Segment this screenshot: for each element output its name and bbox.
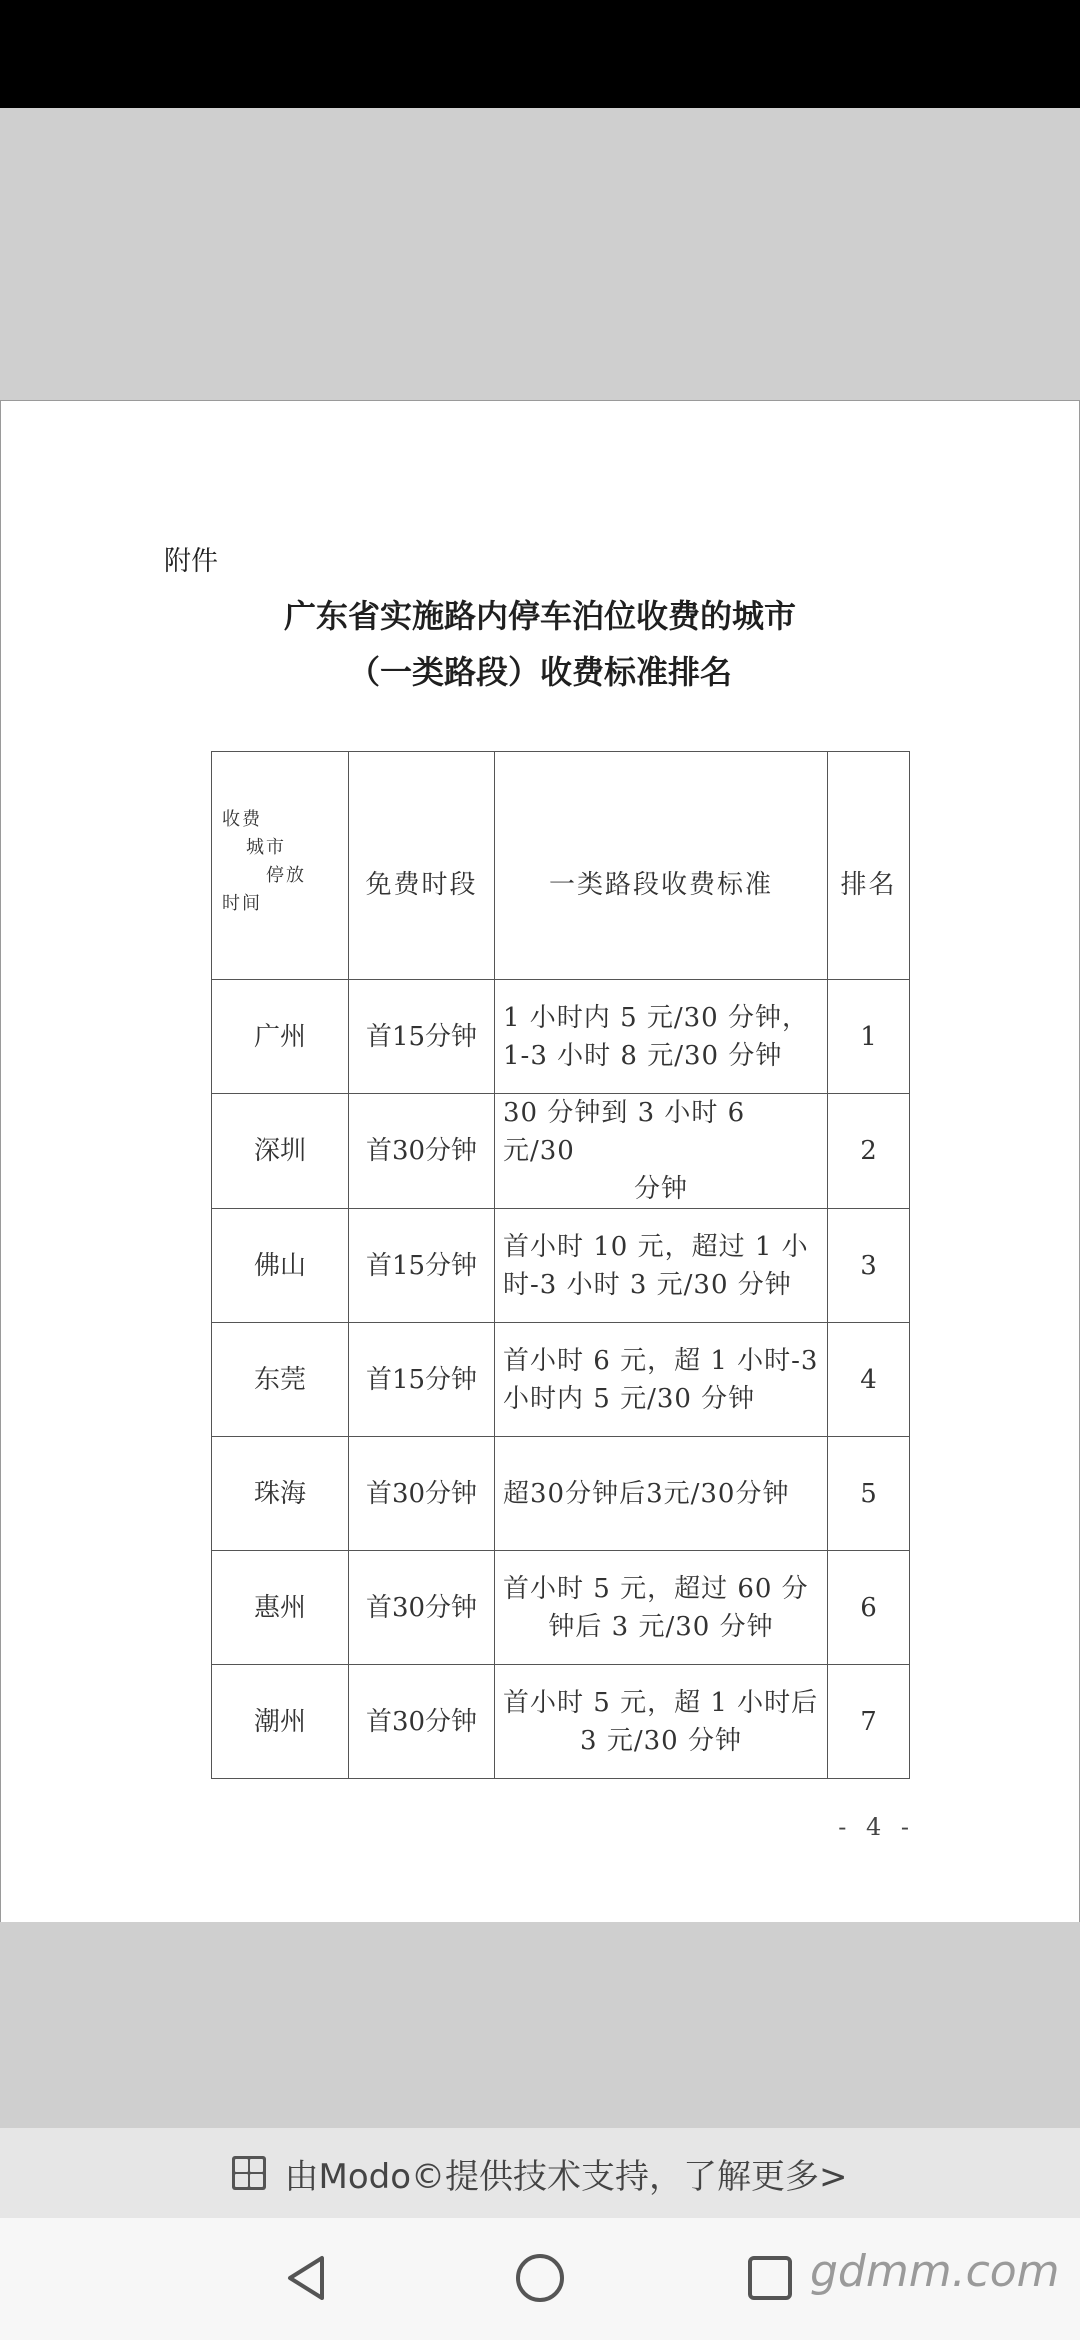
table-row [212,1551,910,1665]
table-row [212,1323,910,1437]
status-bar [0,0,1080,108]
fee-standard-cell: 1 小时内 5 元/30 分钟， 1-3 小时 8 元/30 分钟 [495,980,828,1094]
fee-standard-cell: 首小时 5 元，超 1 小时后 3 元/30 分钟 [495,1665,828,1779]
watermark-text: gdmm.com [810,2246,1060,2297]
modo-support-banner[interactable] [0,2128,1080,2218]
free-period-cell: 首30分钟 [349,1665,495,1779]
free-period-cell: 首15分钟 [349,1323,495,1437]
modo-banner-text: 由Modo©提供技术支持，了解更多> [284,2156,848,2197]
table-row [212,980,910,1094]
rank-cell: 4 [828,1323,910,1437]
fee-standard-cell: 超30分钟后3元/30分钟 [495,1437,828,1551]
header-rank: 排名 [828,752,910,980]
viewer-background-top [0,108,1080,400]
city-cell: 深圳 [212,1094,349,1209]
header-fee-standard: 一类路段收费标准 [495,752,828,980]
free-period-cell: 首30分钟 [349,1551,495,1665]
rank-cell: 7 [828,1665,910,1779]
free-period-cell: 首15分钟 [349,980,495,1094]
page-number: - 4 - [838,1813,915,1841]
document-title-line1: 广东省实施路内停车泊位收费的城市 [283,597,796,635]
corner-header-cell [212,752,349,980]
city-cell: 惠州 [212,1551,349,1665]
rank-cell: 2 [828,1094,910,1209]
corner-label: 收费 [222,809,262,830]
fee-standard-cell: 首小时 10 元，超过 1 小 时-3 小时 3 元/30 分钟 [495,1209,828,1323]
rank-cell: 1 [828,980,910,1094]
table-row [212,1094,910,1209]
corner-label: 停放 [266,865,306,886]
corner-label: 城市 [246,837,286,858]
corner-label: 时间 [222,893,262,914]
fee-standard-cell: 首小时 5 元，超过 60 分 钟后 3 元/30 分钟 [495,1551,828,1665]
rank-cell: 3 [828,1209,910,1323]
attachment-label: 附件 [164,546,218,577]
rank-cell: 5 [828,1437,910,1551]
city-cell: 东莞 [212,1323,349,1437]
table-row [212,1437,910,1551]
modo-logo-icon [232,2156,266,2190]
document-title-line2: （一类路段）收费标准排名 [347,653,732,691]
table-header-row [212,752,910,980]
city-cell: 潮州 [212,1665,349,1779]
city-cell: 广州 [212,980,349,1094]
system-navigation-bar [0,2218,1080,2340]
free-period-cell: 首30分钟 [349,1437,495,1551]
home-circle-icon[interactable] [510,2248,570,2308]
fee-standard-cell: 30 分钟到 3 小时 6 元/30 分钟 [495,1094,828,1209]
fee-standard-cell: 首小时 6 元，超 1 小时-3 小时内 5 元/30 分钟 [495,1323,828,1437]
free-period-cell: 首15分钟 [349,1209,495,1323]
back-triangle-icon[interactable] [278,2248,338,2308]
free-period-cell: 首30分钟 [349,1094,495,1209]
table-row [212,1665,910,1779]
fee-ranking-table [211,751,910,1779]
rank-cell: 6 [828,1551,910,1665]
table-row [212,1209,910,1323]
header-free-period: 免费时段 [349,752,495,980]
recent-square-icon[interactable] [740,2248,800,2308]
city-cell: 佛山 [212,1209,349,1323]
city-cell: 珠海 [212,1437,349,1551]
document-page [0,400,1080,1924]
viewer-background-bottom [0,1922,1080,2128]
